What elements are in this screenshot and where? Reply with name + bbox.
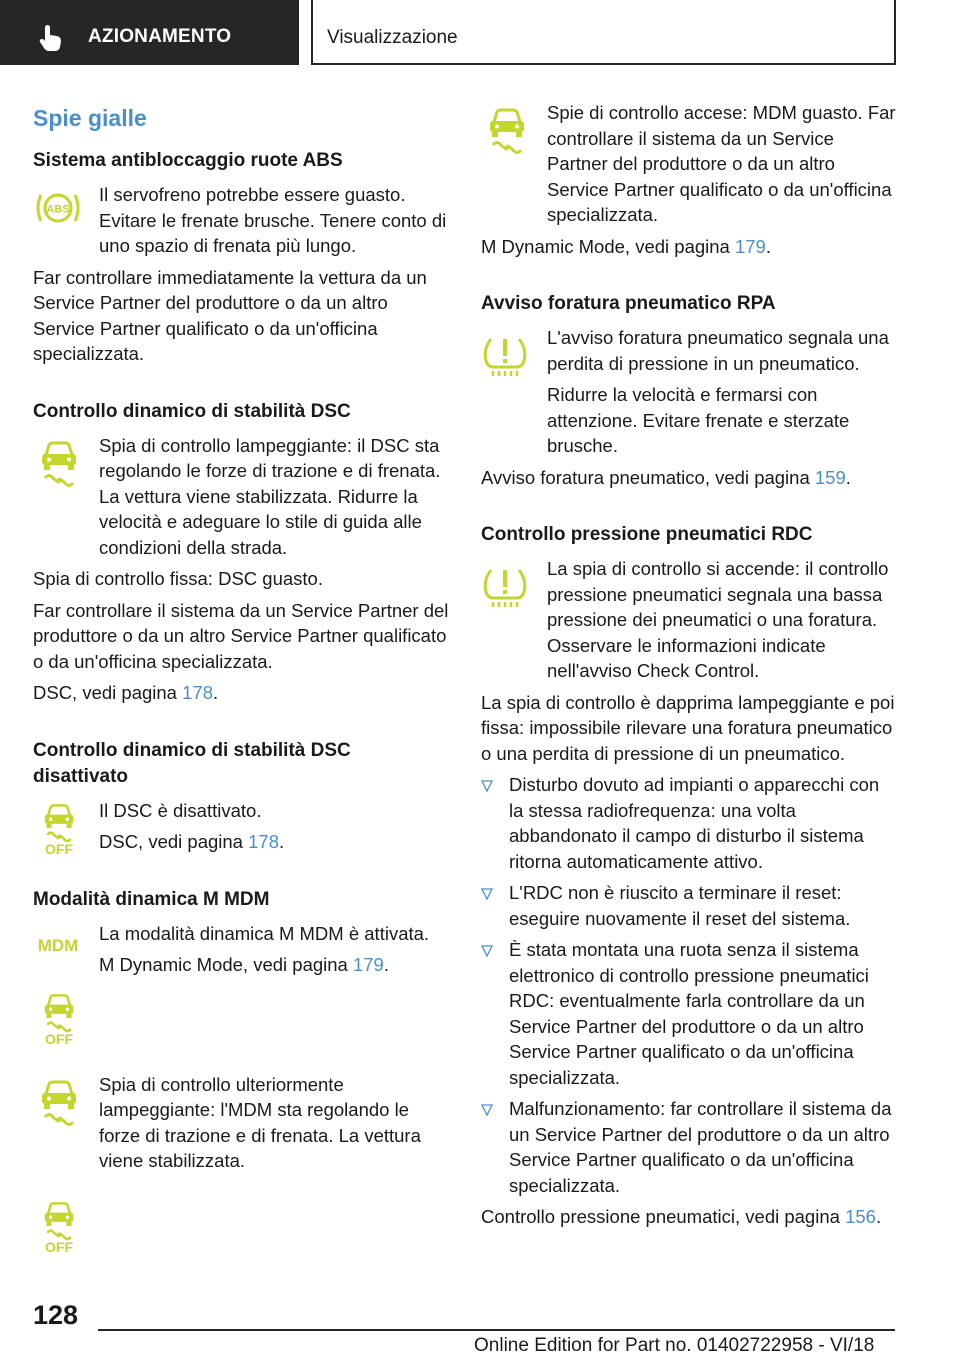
dsc-off-entry xyxy=(33,798,450,855)
list-item: Malfunzionamento: far controllare il sistema da un Service Partner del produttore o da un altro Service Partner qualificato o da un'officina specializzata. xyxy=(481,1096,898,1198)
header-subsection xyxy=(311,0,896,65)
rpa-heading: Avviso foratura pneumatico RPA xyxy=(481,293,776,314)
list-item: Disturbo dovuto ad impianti o apparecchi con la stessa radiofrequenza: una volta abbandonato il campo di disturbo il sistema ritorna automaticamente attivo. xyxy=(481,772,898,874)
list-item: L'RDC non è riuscito a terminare il reset: eseguire nuovamente il reset del sistema. xyxy=(481,880,898,931)
mdm-fault-text: Spie di controllo accese: MDM guasto. Far controllare il sistema da un Service Partner del produttore o da un altro Service Partner qualificato o da un'officina specializzata. xyxy=(547,102,896,225)
mdm-flash-entry xyxy=(33,1072,450,1174)
right-column xyxy=(481,100,898,1236)
dsc-warning-icon-2 xyxy=(33,1078,85,1128)
svg-text:MDM: MDM xyxy=(37,935,79,955)
list-item: È stata montata una ruota senza il sistema elettronico di controllo pressione pneumatici RDC: eventualmente farla controllare da un Service Partner del produttore o da un altro Service Partner qualificato o da un'officina specializzata. xyxy=(481,937,898,1090)
hand-pointer-icon xyxy=(37,24,65,52)
mdm-page-link[interactable]: 179 xyxy=(352,954,384,975)
dsc-text-3: Far controllare il sistema da un Service Partner del produttore o da un altro Service Partner qualificato o da un'officina specializzata. xyxy=(33,599,449,672)
rdc-page-link[interactable]: 156 xyxy=(845,1206,876,1227)
mdm-off-entry-2 xyxy=(33,1200,450,1270)
mdm-entry xyxy=(33,921,450,978)
left-column xyxy=(33,100,450,1270)
dsc-off-page-link[interactable]: 178 xyxy=(248,831,279,852)
rdc-ref: Controllo pressione pneumatici, vedi pagina 156. xyxy=(481,1206,882,1227)
mdm-fault-page-link[interactable]: 179 xyxy=(734,235,766,257)
footer-divider xyxy=(98,1329,895,1331)
rpa-text-2: Ridurre la velocità e fermarsi con attenzione. Evitare frenate e sterzate brusche. xyxy=(547,384,850,456)
rdc-text-1: La spia di controllo si accende: il controllo pressione pneumatici segnala una bassa pressione dei pneumatici o una foratura. Osservare le informazioni indicate nell'avviso Check Control. xyxy=(547,558,889,681)
triangle-bullet-icon xyxy=(481,1104,493,1116)
rdc-entry xyxy=(481,556,898,684)
mdm-ref: M Dynamic Mode, vedi pagina 179. xyxy=(99,954,389,975)
mdm-text-1: La modalità dinamica M MDM è attivata. xyxy=(99,922,430,944)
triangle-bullet-icon xyxy=(481,945,493,957)
dsc-off-icon-2 xyxy=(33,992,85,1046)
abs-entry xyxy=(33,182,450,259)
dsc-off-text: Il DSC è disattivato. xyxy=(99,799,262,821)
abs-text-1: Il servofreno potrebbe essere guasto. Evitare le frenate brusche. Tenere conto di uno spazio di frenata più lungo. xyxy=(99,184,447,256)
dsc-off-icon-3 xyxy=(33,1200,85,1254)
dsc-text-2: Spia di controllo fissa: DSC guasto. xyxy=(33,568,323,589)
rpa-entry xyxy=(481,325,898,459)
section-heading: Spie gialle xyxy=(33,105,147,131)
dsc-heading: Controllo dinamico di stabilità DSC xyxy=(33,400,351,422)
abs-warning-icon xyxy=(33,188,83,228)
mdm-fault-ref: M Dynamic Mode, vedi pagina 179. xyxy=(481,235,771,257)
triangle-bullet-icon xyxy=(481,888,493,900)
section-title: AZIONAMENTO xyxy=(88,26,232,47)
dsc-text-1-lead: Spia di controllo lampeggiante: il DSC sta regolando le forze di trazione e di frenata. La vettura viene stabilizzata. Ridurre la velocità e adeguare lo stile di guida alle condizioni della strada. xyxy=(99,434,441,558)
abs-text-2: Far controllare immediatamente la vettura da un Service Partner del produttore o da un altro Service Partner qualificato o da un'officina specializzata. xyxy=(33,266,427,364)
mdm-text-2: Spia di controllo ulteriormente lampeggiante: l'MDM sta regolando le forze di trazione e di frenata. La vettura viene stabilizzata. xyxy=(99,1073,421,1171)
abs-icon-label: ABS xyxy=(46,203,70,216)
mdm-icon xyxy=(33,933,83,957)
tire-warning-icon xyxy=(481,333,529,379)
rdc-text-2: La spia di controllo è dapprima lampeggiante e poi fissa: impossibile rilevare una foratura pneumatico o una perdita di pressione di un pneumatico. xyxy=(481,691,895,764)
svg-text:OFF: OFF xyxy=(45,1238,73,1254)
dsc-page-link[interactable]: 178 xyxy=(182,682,213,703)
dsc-warning-icon-3 xyxy=(481,106,533,156)
tire-pressure-icon xyxy=(481,564,529,610)
mdm-fault-entry xyxy=(481,100,898,228)
mdm-off-entry xyxy=(33,984,450,1054)
rpa-text-1: L'avviso foratura pneumatico segnala una perdita di pressione in un pneumatico. xyxy=(547,327,889,374)
dsc-off-ref: DSC, vedi pagina 178. xyxy=(99,831,285,852)
page-number: 128 xyxy=(33,1300,79,1330)
dsc-entry xyxy=(33,433,450,561)
triangle-bullet-icon xyxy=(481,780,493,792)
rdc-heading: Controllo pressione pneumatici RDC xyxy=(481,524,813,545)
dsc-off-icon xyxy=(33,802,85,856)
mdm-heading: Modalità dinamica M MDM xyxy=(33,888,270,910)
footer-edition: Online Edition for Part no. 01402722958 - VI/18 xyxy=(474,1335,875,1356)
header-section-tab xyxy=(0,0,299,65)
subsection-title: Visualizzazione xyxy=(327,27,458,48)
svg-text:OFF: OFF xyxy=(45,840,73,856)
rpa-ref: Avviso foratura pneumatico, vedi pagina 159. xyxy=(481,466,851,488)
rdc-bullet-list xyxy=(481,772,898,1198)
svg-text:OFF: OFF xyxy=(45,1030,73,1046)
dsc-off-heading: Controllo dinamico di stabilità DSC disattivato xyxy=(33,739,351,787)
dsc-ref: DSC, vedi pagina 178. xyxy=(33,682,219,703)
rpa-page-link[interactable]: 159 xyxy=(814,466,846,488)
abs-heading: Sistema antibloccaggio ruote ABS xyxy=(33,150,343,171)
dsc-warning-icon xyxy=(33,439,85,489)
